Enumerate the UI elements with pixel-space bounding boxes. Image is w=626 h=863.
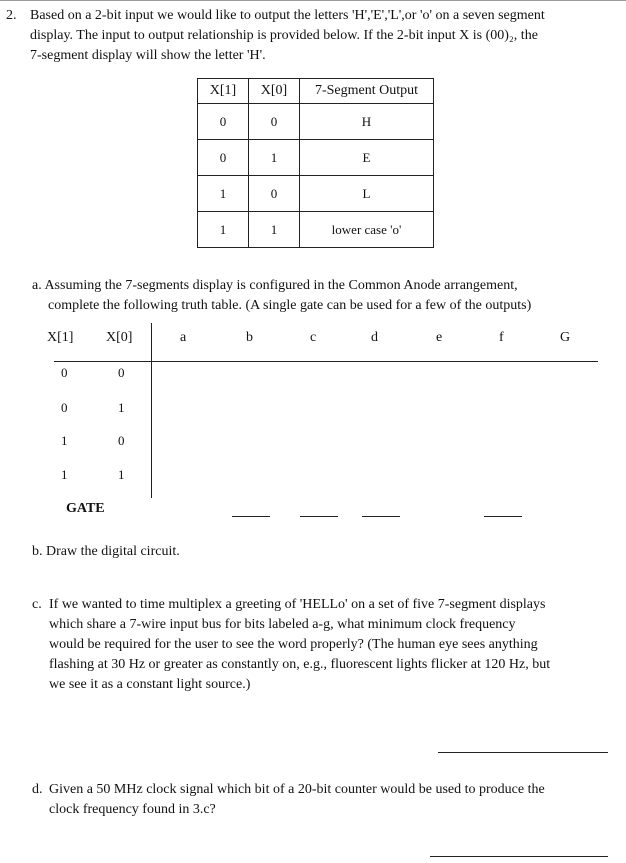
tt-header-x0: X[0]: [106, 330, 133, 345]
part-d-line: Given a 50 MHz clock signal which bit of a 20-bit counter would be used to produce the: [49, 782, 545, 797]
cell-output: L: [300, 176, 434, 212]
question-number: 2.: [6, 8, 17, 23]
question-line: display. The input to output relationship is provided below. If the 2-bit input X is (00)₂, the: [30, 28, 538, 43]
tt-cell-x0: 1: [118, 467, 125, 482]
part-c-answer-line[interactable]: [438, 752, 608, 753]
cell-x0: 1: [249, 140, 300, 176]
question-text: [30, 6, 620, 66]
tt-header-f: f: [499, 330, 504, 345]
tt-cell-x1: 0: [61, 365, 68, 380]
part-a-line: complete the following truth table. (A single gate can be used for a few of the outputs): [48, 298, 532, 313]
part-c-line: flashing at 30 Hz or greater as constantly on, e.g., fluorescent lights flicker at 120 Hz, but: [49, 657, 551, 672]
cell-output: lower case 'o': [300, 212, 434, 248]
tt-cell-x0: 0: [118, 433, 125, 448]
part-a-text: [32, 276, 612, 316]
table-row: [198, 176, 434, 212]
gate-answer-blank[interactable]: [362, 516, 400, 517]
mapping-table: [197, 78, 434, 248]
part-c-text: [49, 595, 614, 695]
header-output: 7-Segment Output: [300, 79, 434, 104]
cell-x0: 1: [249, 212, 300, 248]
question-line: 7-segment display will show the letter 'H'.: [30, 48, 266, 63]
cell-output: E: [300, 140, 434, 176]
table-row: [198, 140, 434, 176]
part-a-line: a. Assuming the 7-segments display is configured in the Common Anode arrangement,: [32, 278, 518, 293]
tt-cell-x0: 1: [118, 400, 125, 415]
cell-x1: 1: [198, 212, 249, 248]
cell-x1: 0: [198, 140, 249, 176]
gate-answer-blank[interactable]: [484, 516, 522, 517]
part-d-answer-line[interactable]: [430, 856, 608, 857]
part-d-text: [49, 780, 614, 820]
part-d-label: d.: [32, 782, 43, 797]
cell-x1: 0: [198, 104, 249, 140]
question-line: Based on a 2-bit input we would like to output the letters 'H','E','L',or 'o' on a seven segment: [30, 8, 545, 23]
tt-header-x1: X[1]: [47, 330, 74, 345]
gate-label: GATE: [66, 501, 105, 516]
table-row: [198, 212, 434, 248]
cell-x1: 1: [198, 176, 249, 212]
tt-header-d: d: [371, 330, 378, 345]
header-x1: X[1]: [198, 79, 249, 104]
cell-x0: 0: [249, 104, 300, 140]
gate-answer-blank[interactable]: [300, 516, 338, 517]
header-x0: X[0]: [249, 79, 300, 104]
part-b-text: b. Draw the digital circuit.: [32, 544, 180, 559]
tt-cell-x1: 0: [61, 400, 68, 415]
part-c-line: which share a 7-wire input bus for bits labeled a-g, what minimum clock frequency: [49, 617, 516, 632]
tt-header-e: e: [436, 330, 443, 345]
cell-x0: 0: [249, 176, 300, 212]
tt-cell-x1: 1: [61, 467, 68, 482]
table-row: [198, 104, 434, 140]
part-c-line: If we wanted to time multiplex a greeting of 'HELLo' on a set of five 7-segment displays: [49, 597, 546, 612]
mapping-table-header: [198, 79, 434, 104]
gate-answer-blank[interactable]: [232, 516, 270, 517]
top-rule: [0, 0, 626, 1]
tt-cell-x1: 1: [61, 433, 68, 448]
part-c-label: c.: [32, 597, 42, 612]
tt-cell-x0: 0: [118, 365, 125, 380]
tt-header-g: G: [560, 330, 571, 345]
truth-table-vertical-divider: [151, 323, 152, 498]
tt-header-b: b: [246, 330, 253, 345]
tt-header-a: a: [180, 330, 187, 345]
part-c-line: we see it as a constant light source.): [49, 677, 251, 692]
part-c-line: would be required for the user to see the word properly? (The human eye sees anything: [49, 637, 538, 652]
cell-output: H: [300, 104, 434, 140]
tt-header-c: c: [310, 330, 317, 345]
truth-table-header-rule: [54, 361, 598, 362]
part-d-line: clock frequency found in 3.c?: [49, 802, 216, 817]
